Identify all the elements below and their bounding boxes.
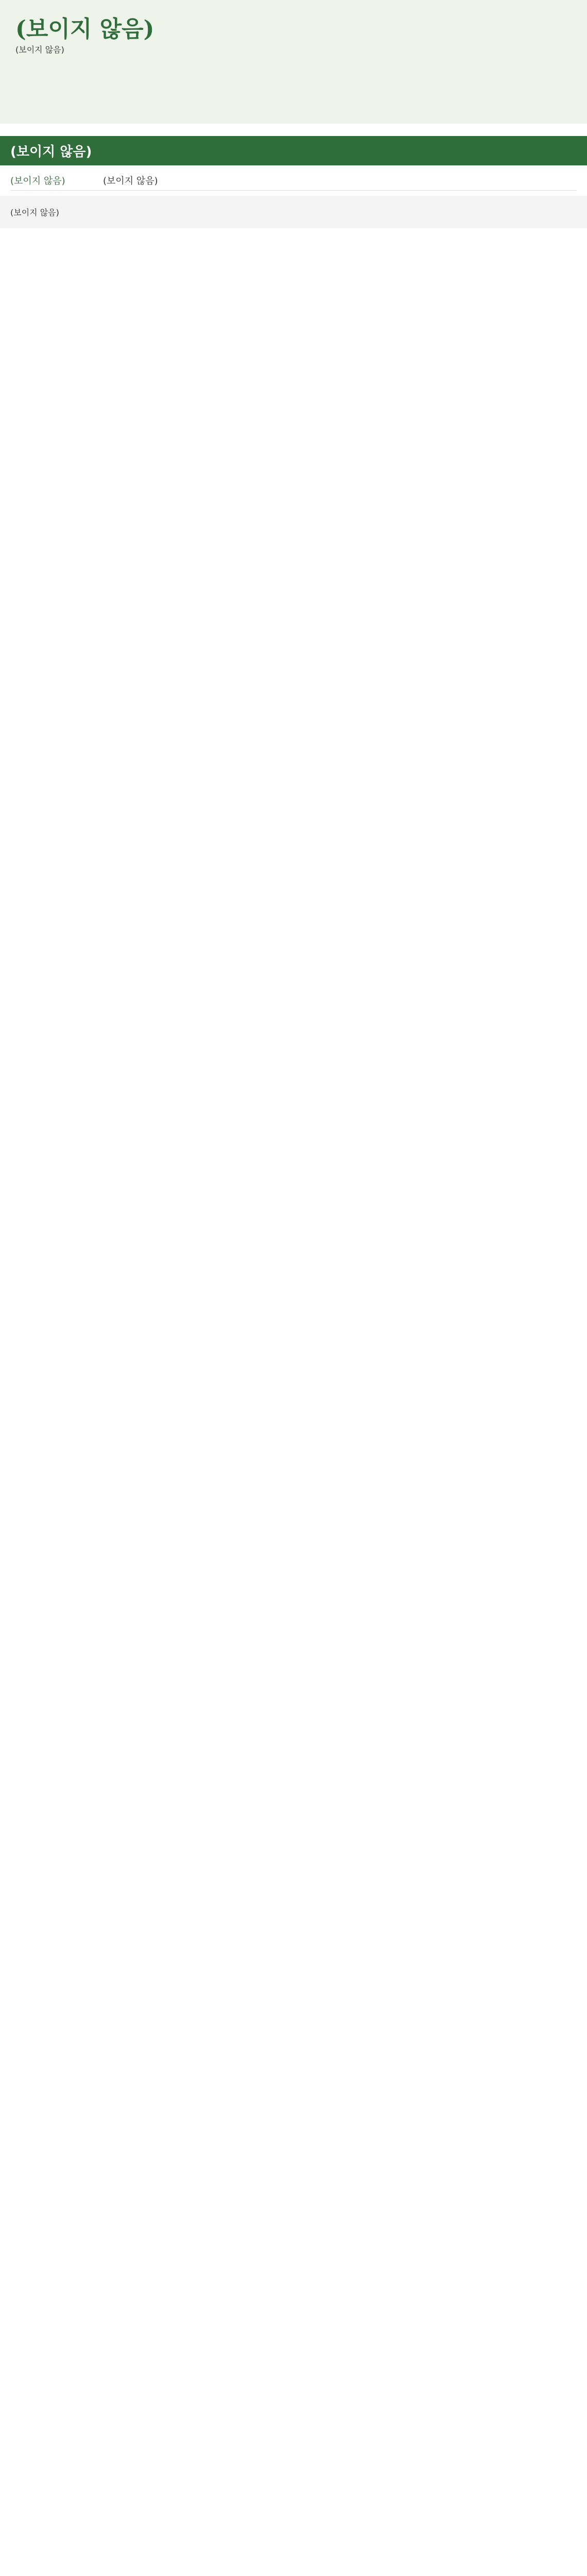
- church-name: (보이지 않음): [15, 16, 154, 42]
- row-value: (보이지 않음): [103, 176, 158, 187]
- header: [0, 0, 587, 124]
- bulletin-page: [0, 0, 587, 228]
- row-key: (보이지 않음): [10, 176, 65, 187]
- section-body: [0, 165, 587, 196]
- row: [10, 171, 577, 191]
- section-title: (보이지 않음): [0, 136, 587, 165]
- issue-info: (보이지 않음): [15, 45, 64, 55]
- footer: (보이지 않음): [0, 196, 587, 228]
